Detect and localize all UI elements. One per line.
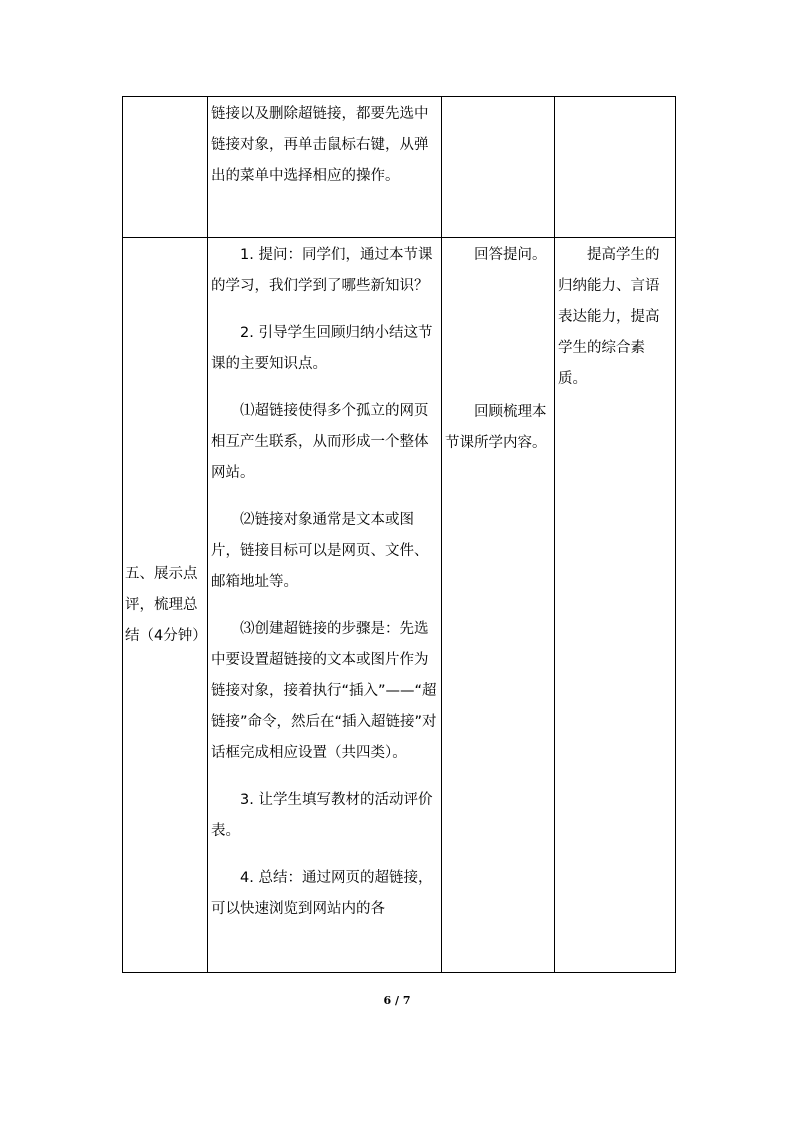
design-intent-cell [555,238,676,973]
page-number: 6 / 7 [383,994,411,1007]
stage-cell [123,97,208,238]
teacher-paragraph: 3. 让学生填写教材的活动评价表。 [211,792,433,839]
lesson-plan-table [122,96,676,973]
intent-paragraph: 提高学生的归纳能力、言语表达能力，提高学生的综合素质。 [558,247,660,387]
stage-label: 五、展示点评，梳理总结（4分钟） [125,565,207,644]
stage-cell [123,238,208,973]
teacher-paragraph: 2. 引导学生回顾归纳小结这节课的主要知识点。 [211,325,433,372]
teacher-paragraph: 链接以及删除超链接，都要先选中链接对象，再单击鼠标右键，从弹出的菜单中选择相应的操作。 [211,106,429,184]
teacher-paragraph: 1. 提问：同学们，通过本节课的学习，我们学到了哪些新知识？ [211,247,433,294]
teacher-activity-cell [208,97,442,238]
table-row [123,238,676,973]
student-activity-cell [442,97,555,238]
student-paragraph: 回答提问。 [474,247,547,263]
student-paragraph: 回顾梳理本节课所学内容。 [445,404,547,451]
design-intent-cell [555,97,676,238]
teacher-paragraph: 4. 总结：通过网页的超链接，可以快速浏览到网站内的各 [211,870,433,917]
student-activity-cell [442,238,555,973]
table-row [123,97,676,238]
teacher-paragraph: ⑶创建超链接的步骤是：先选中要设置超链接的文本或图片作为链接对象，接着执行“插入”——“超链接”命令，然后在“插入超链接”对话框完成相应设置（共四类）。 [211,621,437,761]
teacher-paragraph: ⑵链接对象通常是文本或图片，链接目标可以是网页、文件、邮箱地址等。 [211,512,429,590]
teacher-paragraph: ⑴超链接使得多个孤立的网页相互产生联系，从而形成一个整体网站。 [211,403,429,481]
teacher-activity-cell [208,238,442,973]
